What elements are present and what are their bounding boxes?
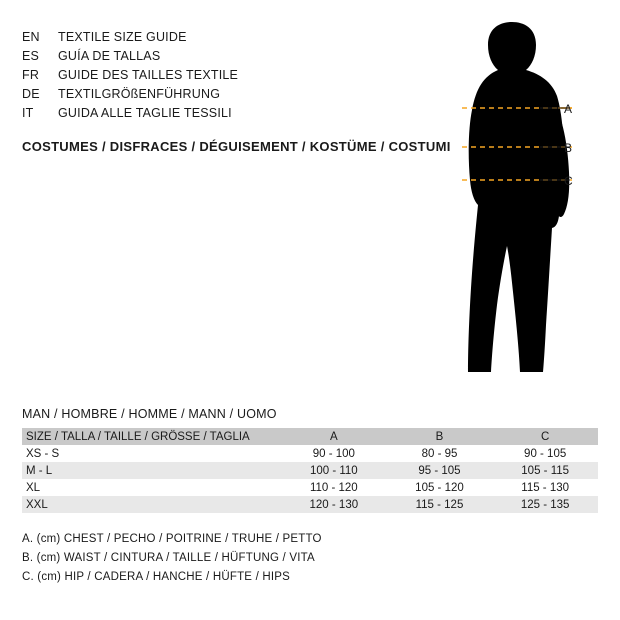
language-title: GUIDE DES TAILLES TEXTILE <box>58 68 239 82</box>
cell-a: 90 - 100 <box>312 447 355 460</box>
language-code: ES <box>22 49 40 63</box>
language-title: TEXTILE SIZE GUIDE <box>58 30 187 44</box>
marker-label-b: B <box>564 141 573 155</box>
cell-size: XL <box>26 481 41 494</box>
measurement-legend <box>22 533 322 590</box>
table-row <box>22 462 598 479</box>
cell-c: 90 - 105 <box>524 447 567 460</box>
cell-size: M - L <box>26 464 53 477</box>
cell-b: 105 - 120 <box>415 481 464 494</box>
section-title: COSTUMES / DISFRACES / DÉGUISEMENT / KOSTÜME / COSTUMI <box>22 139 451 154</box>
cell-a: 100 - 110 <box>309 464 358 477</box>
column-header-size: SIZE / TALLA / TAILLE / GRÖSSE / TAGLIA <box>26 430 250 443</box>
cell-c: 105 - 115 <box>521 464 570 477</box>
column-header-a: A <box>329 430 338 443</box>
column-header-b: B <box>435 430 444 443</box>
language-row <box>22 106 422 125</box>
table-row <box>22 496 598 513</box>
table-row <box>22 445 598 462</box>
cell-b: 115 - 125 <box>415 498 464 511</box>
cell-c: 115 - 130 <box>521 481 570 494</box>
table-header-row <box>22 428 598 445</box>
cell-b: 80 - 95 <box>421 447 458 460</box>
marker-label-c: C <box>564 174 573 188</box>
language-row <box>22 49 422 68</box>
language-title: GUÍA DE TALLAS <box>58 49 161 63</box>
language-title: GUIDA ALLE TAGLIE TESSILI <box>58 106 232 120</box>
cell-size: XXL <box>26 498 48 511</box>
language-code: EN <box>22 30 40 44</box>
language-row <box>22 30 422 49</box>
legend-item-a: A. (cm) CHEST / PECHO / POITRINE / TRUHE / PETTO <box>22 533 322 545</box>
language-code: DE <box>22 87 40 101</box>
marker-label-a: A <box>564 102 573 116</box>
table-header <box>22 428 598 445</box>
body-silhouette-figure <box>440 20 610 390</box>
size-table <box>22 428 598 513</box>
table-title: MAN / HOMBRE / HOMME / MANN / UOMO <box>22 407 277 421</box>
language-list <box>22 30 422 125</box>
table-row <box>22 479 598 496</box>
column-header-c: C <box>541 430 550 443</box>
language-row <box>22 87 422 106</box>
cell-a: 110 - 120 <box>309 481 358 494</box>
silhouette-shape <box>468 22 569 372</box>
legend-item-b: B. (cm) WAIST / CINTURA / TAILLE / HÜFTUNG / VITA <box>22 552 315 564</box>
cell-c: 125 - 135 <box>520 498 570 511</box>
language-row <box>22 68 422 87</box>
cell-a: 120 - 130 <box>309 498 359 511</box>
legend-item-c: C. (cm) HIP / CADERA / HANCHE / HÜFTE / HIPS <box>22 571 291 583</box>
language-code: FR <box>22 68 40 82</box>
cell-b: 95 - 105 <box>418 464 461 477</box>
silhouette-svg <box>440 20 610 390</box>
table-body <box>22 445 598 513</box>
cell-size: XS - S <box>26 447 60 460</box>
language-title: TEXTILGRÖßENFÜHRUNG <box>58 87 221 101</box>
language-code: IT <box>22 106 34 120</box>
